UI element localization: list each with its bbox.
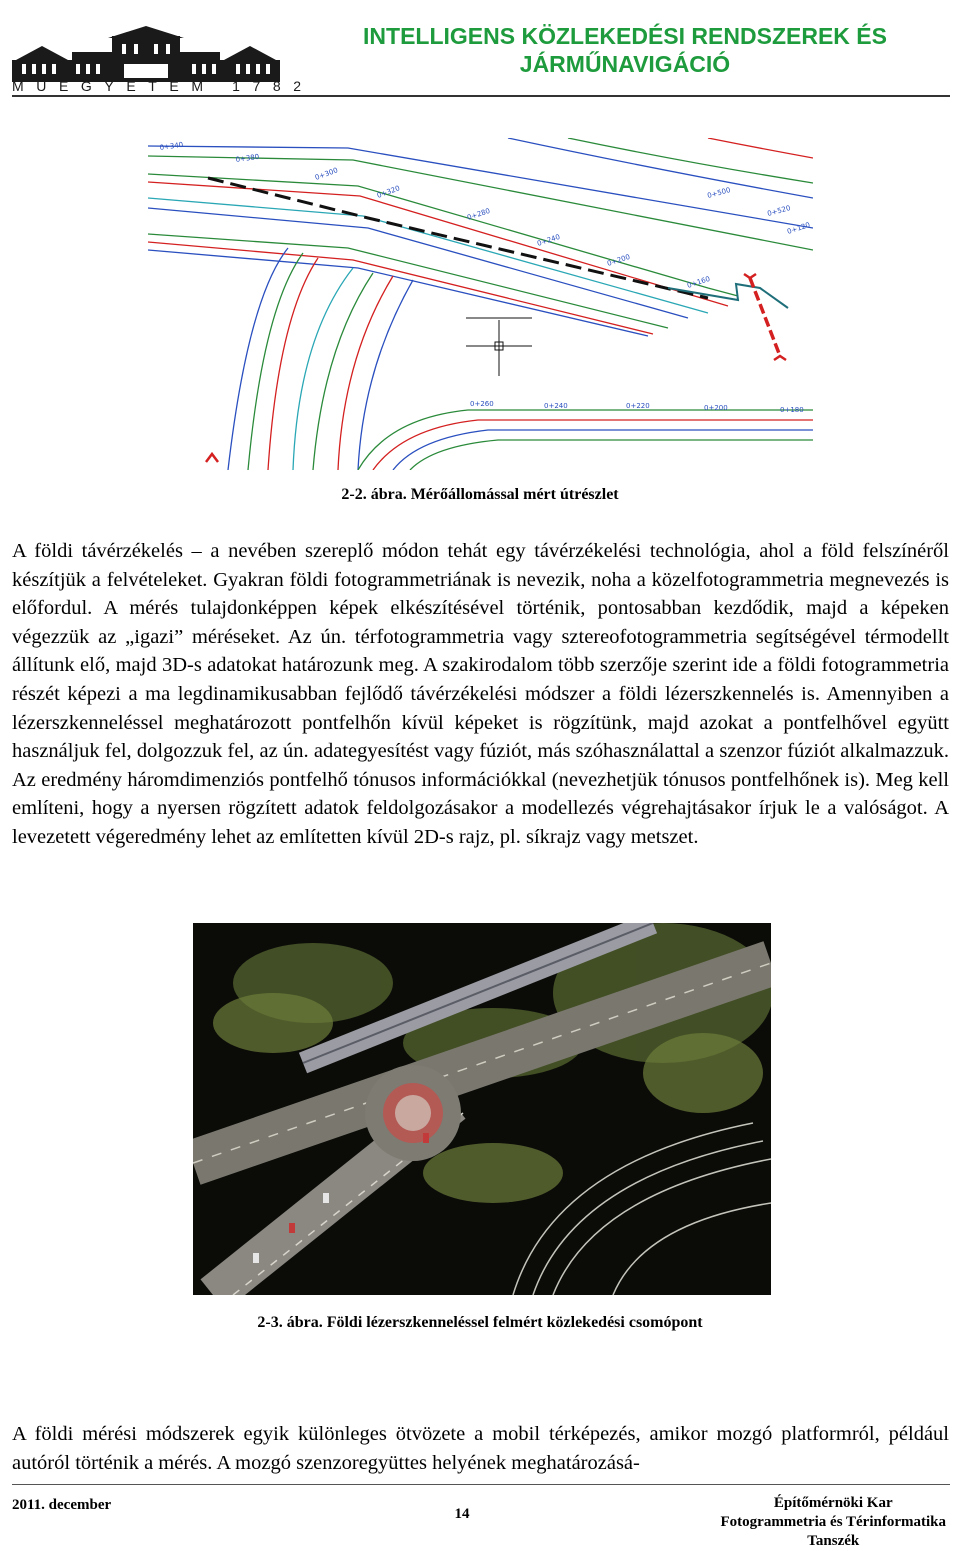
header-divider [12, 95, 950, 97]
station-label: 0+120 [786, 220, 812, 236]
station-label: 0+160 [686, 274, 712, 290]
footer-department [721, 1494, 947, 1551]
station-label: 0+300 [313, 166, 339, 182]
footer-department-name: Fotogrammetria és Térinformatika [720, 1514, 946, 1530]
footer-date: 2011. december [12, 1497, 112, 1513]
station-label: 0+200 [704, 404, 728, 412]
station-label: 0+240 [544, 402, 568, 410]
body-paragraph-2: A földi mérési módszerek egyik különleges ötvözete a mobil térképezés, amikor mozgó platformról, például autóról történik a mérés. A mozgó szenzoregyüttes helyének meghatározásá- [12, 1423, 949, 1474]
station-label: 0+280 [466, 206, 492, 222]
station-label: 0+220 [626, 402, 650, 410]
station-label: 0+520 [766, 204, 792, 218]
footer-department-suffix: Tanszék [807, 1533, 860, 1549]
station-label: 0+200 [606, 252, 632, 268]
title-line-1: INTELLIGENS KÖZLEKEDÉSI RENDSZEREK ÉS [363, 23, 887, 49]
station-label: 0+500 [706, 186, 732, 200]
body-paragraph-1: A földi távérzékelés – a nevében szereplő módon tehát egy távérzékelési technológia, ahol a föld felszínéről készítjük a felvételeket. Gyakran földi fotogrammetriának is nevezik, noha a közelfotogrammetria megnevezés is előfordul. A mérés tulajdonképpen képek elkészítésével történik, pontosabban kezdődik, majd a képeken végezzük az „igazi” méréseket. Az ún. térfotogrammetria vagy sztereofotogrammetria segítségével térmodellt állítunk elő, majd 3D-s adatokat határozunk meg. A szakirodalom több szerzője szerint ide a földi fotogrammetria részét képezi a ma legdinamikusabban fejlődő távérzékelési módszer a földi lézerszkennelés is. Amennyiben a lézerszkenneléssel meghatározott pontfelhőn kívül képeket is rögzítünk, majd azokat a pontfelhővel együtt használjuk fel, dolgozzuk fel, az ún. adategyesítést vagy fúziót, más szóhasználattal a szenzor fúziót alkalmazzuk. Az eredmény háromdimenziós pontfelhő tónusos információkkal (nevezhetjük tónusos pontfelhőnek is). Meg kell említeni, hogy a nyersen rögzített adatok feldolgozásakor a modellezés végrehajtásakor írjuk le a valóságot. A levezetett végeredmény lehet az említetten kívül 2D-s rajz, pl. síkrajz vagy metszet. [12, 540, 949, 848]
figure-caption-2: 2-3. ábra. Földi lézerszkenneléssel felmért közlekedési csomópont [257, 1314, 703, 1331]
station-label: 0+260 [470, 400, 494, 408]
station-label: 0+320 [375, 184, 401, 200]
figure-caption-1: 2-2. ábra. Mérőállomással mért útrészlet [341, 486, 619, 503]
station-label: 0+240 [536, 232, 562, 248]
station-label: 0+180 [780, 406, 804, 414]
cad-road-survey-drawing [148, 138, 813, 470]
station-label: 0+380 [235, 152, 260, 164]
footer-divider [12, 1484, 950, 1485]
station-label: 0+340 [159, 140, 184, 152]
page-header [0, 0, 960, 100]
laser-scan-point-cloud-image [193, 923, 771, 1295]
title-line-2: JÁRMŰNAVIGÁCIÓ [519, 51, 731, 77]
document-title [300, 22, 950, 78]
page-number: 14 [454, 1506, 470, 1522]
logo-text: MŰEGYETEM 1782 [12, 78, 314, 94]
footer-faculty: Építőmérnöki Kar [773, 1495, 893, 1511]
